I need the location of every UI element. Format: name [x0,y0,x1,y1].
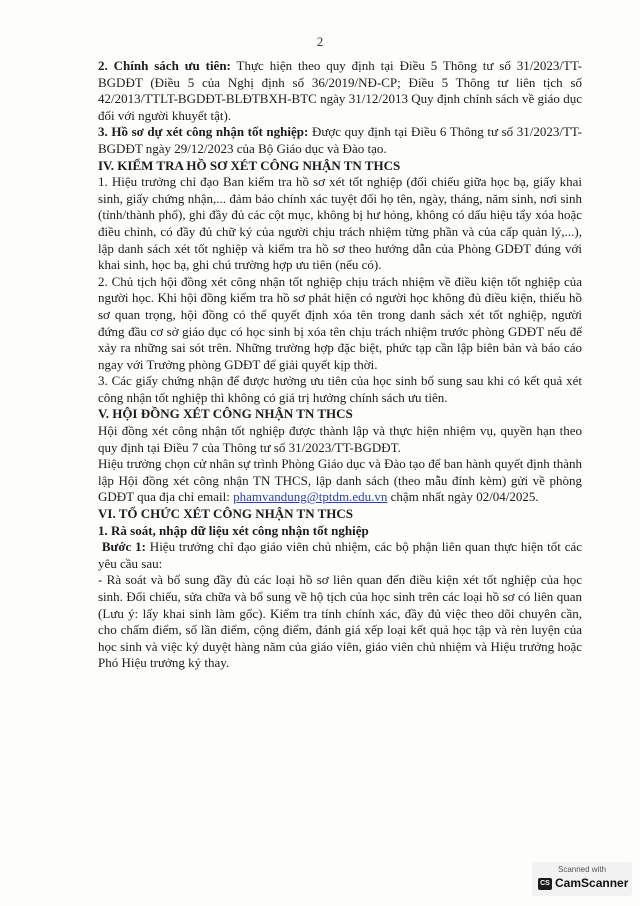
camscanner-stamp [532,862,632,896]
section-iv-heading: IV. KIỂM TRA HỒ SƠ XÉT CÔNG NHẬN TN THCS [98,157,401,173]
policy-priority-text: Thực hiện theo quy định tại Điều 5 Thông tư số 31/2023/TT-BGDĐT (Điều 5 của Nghị định số 36/2019/NĐ-CP; Điều 5 Thông tư liên tịch số 42/2013/TTLT-BGDĐT-BLĐTBXH-BTC ngày 31/12/2013 Quy định chính sách về giáo dục đối với người khuyết tật). [98,58,582,123]
section-vi-subheading-1: 1. Rà soát, nhập dữ liệu xét công nhận tốt nghiệp [98,522,369,538]
graduation-dossier-paragraph [98,124,582,157]
email-link[interactable]: phamvandung@tptdm.edu.vn [233,489,388,505]
section-v-paragraph-2-start: Hiệu trưởng chọn cử nhân sự trình Phòng Giáo dục và Đào tạo để ban hành quyết định thành lập Hội đồng xét công nhận TN THCS, lập danh sách (theo mẫu đính kèm) gửi về phòng GDĐT qua địa chỉ email: [98,456,582,505]
section-iv-paragraph-1: 1. Hiệu trưởng chỉ đạo Ban kiểm tra hồ sơ xét tốt nghiệp (đối chiếu giữa học bạ, giấy khai sinh, giấy chứng nhận,... đảm bảo chính xác tuyệt đối họ tên, ngày, tháng, năm sinh, nơi sinh (tỉnh/thành phố), ghi đầy đủ các cột mục, không bị hư hỏng, không có dấu hiệu tẩy xóa hoặc điều chỉnh, có đầy đủ chữ ký của người chịu trách nhiệm từng phần và của cấp quản lý,...), lập danh sách xét tốt nghiệp và kiểm tra hồ sơ theo hướng dẫn của Phòng GDĐT đúng với khai sinh, học bạ, ghi chú trường hợp ưu tiên (nếu có). [98,174,582,273]
document-body [98,58,582,672]
section-iv-paragraph-3: 3. Các giấy chứng nhận để được hưởng ưu tiên của học sinh bổ sung sau khi có kết quả xét công nhận tốt nghiệp thì không có giá trị hưởng chính sách ưu tiên. [98,373,582,405]
step-1-label: Bước 1: [101,539,146,555]
policy-priority-paragraph [98,58,582,124]
camscanner-logo-icon: CS [538,878,552,890]
step-1-bullet-1: - Rà soát và bổ sung đầy đủ các loại hồ sơ liên quan đến điều kiện xét tốt nghiệp của học sinh. Đối chiếu, sửa chữa và bổ sung về hộ tịch của học sinh trên các loại hồ sơ có liên quan (Lưu ý: lấy khai sinh làm gốc). Kiểm tra tính chính xác, đầy đủ việc theo dõi chuyên cần, cho chấm điểm, số lần điểm, cộng điểm, đánh giá xếp loại kết quả học tập và rèn luyện của học sinh và việc ký duyệt hàng năm của giáo viên, giáo viên chủ nhiệm và Hiệu trưởng hoặc Phó Hiệu trưởng ký thay. [98,572,582,671]
stamp-brand-text: CamScanner [555,876,629,890]
section-v-paragraph-2-end: chậm nhất ngày 02/04/2025. [387,489,539,505]
page-number: 2 [316,34,324,49]
section-iv-paragraph-2: 2. Chủ tịch hội đồng xét công nhận tốt nghiệp chịu trách nhiệm về điều kiện tốt nghiệp của người học. Khi hội đồng kiểm tra hồ sơ phát hiện có người học không đủ điều kiện, thiếu hồ sơ quan trọng, hội đồng có thể quyết định xóa tên trong danh sách xét tốt nghiệp, người đứng đầu cơ sở giáo dục có học sinh bị xóa tên chịu trách nhiệm trước phòng GDĐT nếu để xảy ra những sai sót trên. Những trường hợp đặc biệt, phức tạp cần lập biên bản và báo cáo ngay với Trưởng phòng GDĐT để giải quyết kịp thời. [98,273,582,372]
stamp-top-text: Scanned with [557,865,607,874]
section-v-heading: V. HỘI ĐỒNG XÉT CÔNG NHẬN TN THCS [98,406,353,422]
section-v-paragraph-1: Hội đồng xét công nhận tốt nghiệp được thành lập và thực hiện nhiệm vụ, quyền hạn theo quy định tại Điều 7 của Thông tư số 31/2023/TT-BGDĐT. [98,423,582,455]
graduation-dossier-label: 3. Hồ sơ dự xét công nhận tốt nghiệp: [98,124,309,140]
graduation-dossier-text: Được quy định tại Điều 6 Thông tư số 31/2023/TT-BGDĐT ngày 29/12/2023 của Bộ Giáo dục và Đào tạo. [98,124,583,156]
section-v-paragraph-2 [98,456,582,506]
policy-priority-label: 2. Chính sách ưu tiên: [98,58,231,73]
step-1-text: Hiệu trưởng chỉ đạo giáo viên chủ nhiệm, các bộ phận liên quan thực hiện tốt các yêu cầu sau: [98,539,583,571]
section-vi-heading: VI. TỔ CHỨC XÉT CÔNG NHẬN TN THCS [98,506,353,522]
step-1-paragraph [98,539,582,572]
